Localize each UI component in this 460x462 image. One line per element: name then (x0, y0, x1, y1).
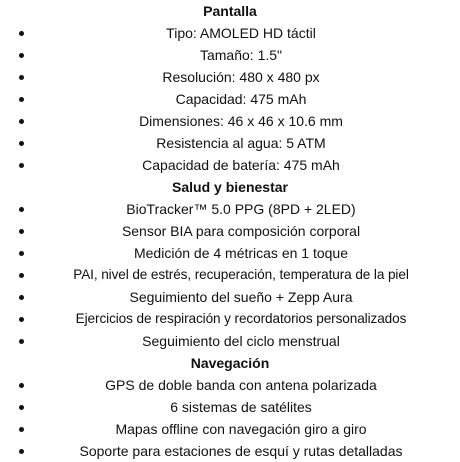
list-item: 6 sistemas de satélites (0, 396, 460, 418)
list-item: PAI, nivel de estrés, recuperación, temperatura de la piel (0, 264, 460, 286)
list-item: Mapas offline con navegación giro a giro (0, 418, 460, 440)
list-item: GPS de doble banda con antena polarizada (0, 374, 460, 396)
list-item: Tipo: AMOLED HD táctil (0, 22, 460, 44)
list-item: Resolución: 480 x 480 px (0, 66, 460, 88)
list-item: Medición de 4 métricas en 1 toque (0, 242, 460, 264)
list-item: Tamaño: 1.5" (0, 44, 460, 66)
list-item: Capacidad: 475 mAh (0, 88, 460, 110)
list-item: Resistencia al agua: 5 ATM (0, 132, 460, 154)
list-item: Soporte para estaciones de esquí y rutas detalladas (0, 440, 460, 462)
section-heading-salud: Salud y bienestar (172, 179, 288, 195)
list-item: Dimensiones: 46 x 46 x 10.6 mm (0, 110, 460, 132)
list-item: Seguimiento del ciclo menstrual (0, 330, 460, 352)
section-heading-pantalla: Pantalla (203, 3, 257, 19)
list-item: Ejercicios de respiración y recordatorios personalizados (0, 308, 460, 330)
list-item: Seguimiento del sueño + Zepp Aura (0, 286, 460, 308)
list-item: Capacidad de batería: 475 mAh (0, 154, 460, 176)
list-item: BioTracker™ 5.0 PPG (8PD + 2LED) (0, 198, 460, 220)
list-item: Sensor BIA para composición corporal (0, 220, 460, 242)
section-heading-navegacion: Navegación (190, 355, 270, 371)
